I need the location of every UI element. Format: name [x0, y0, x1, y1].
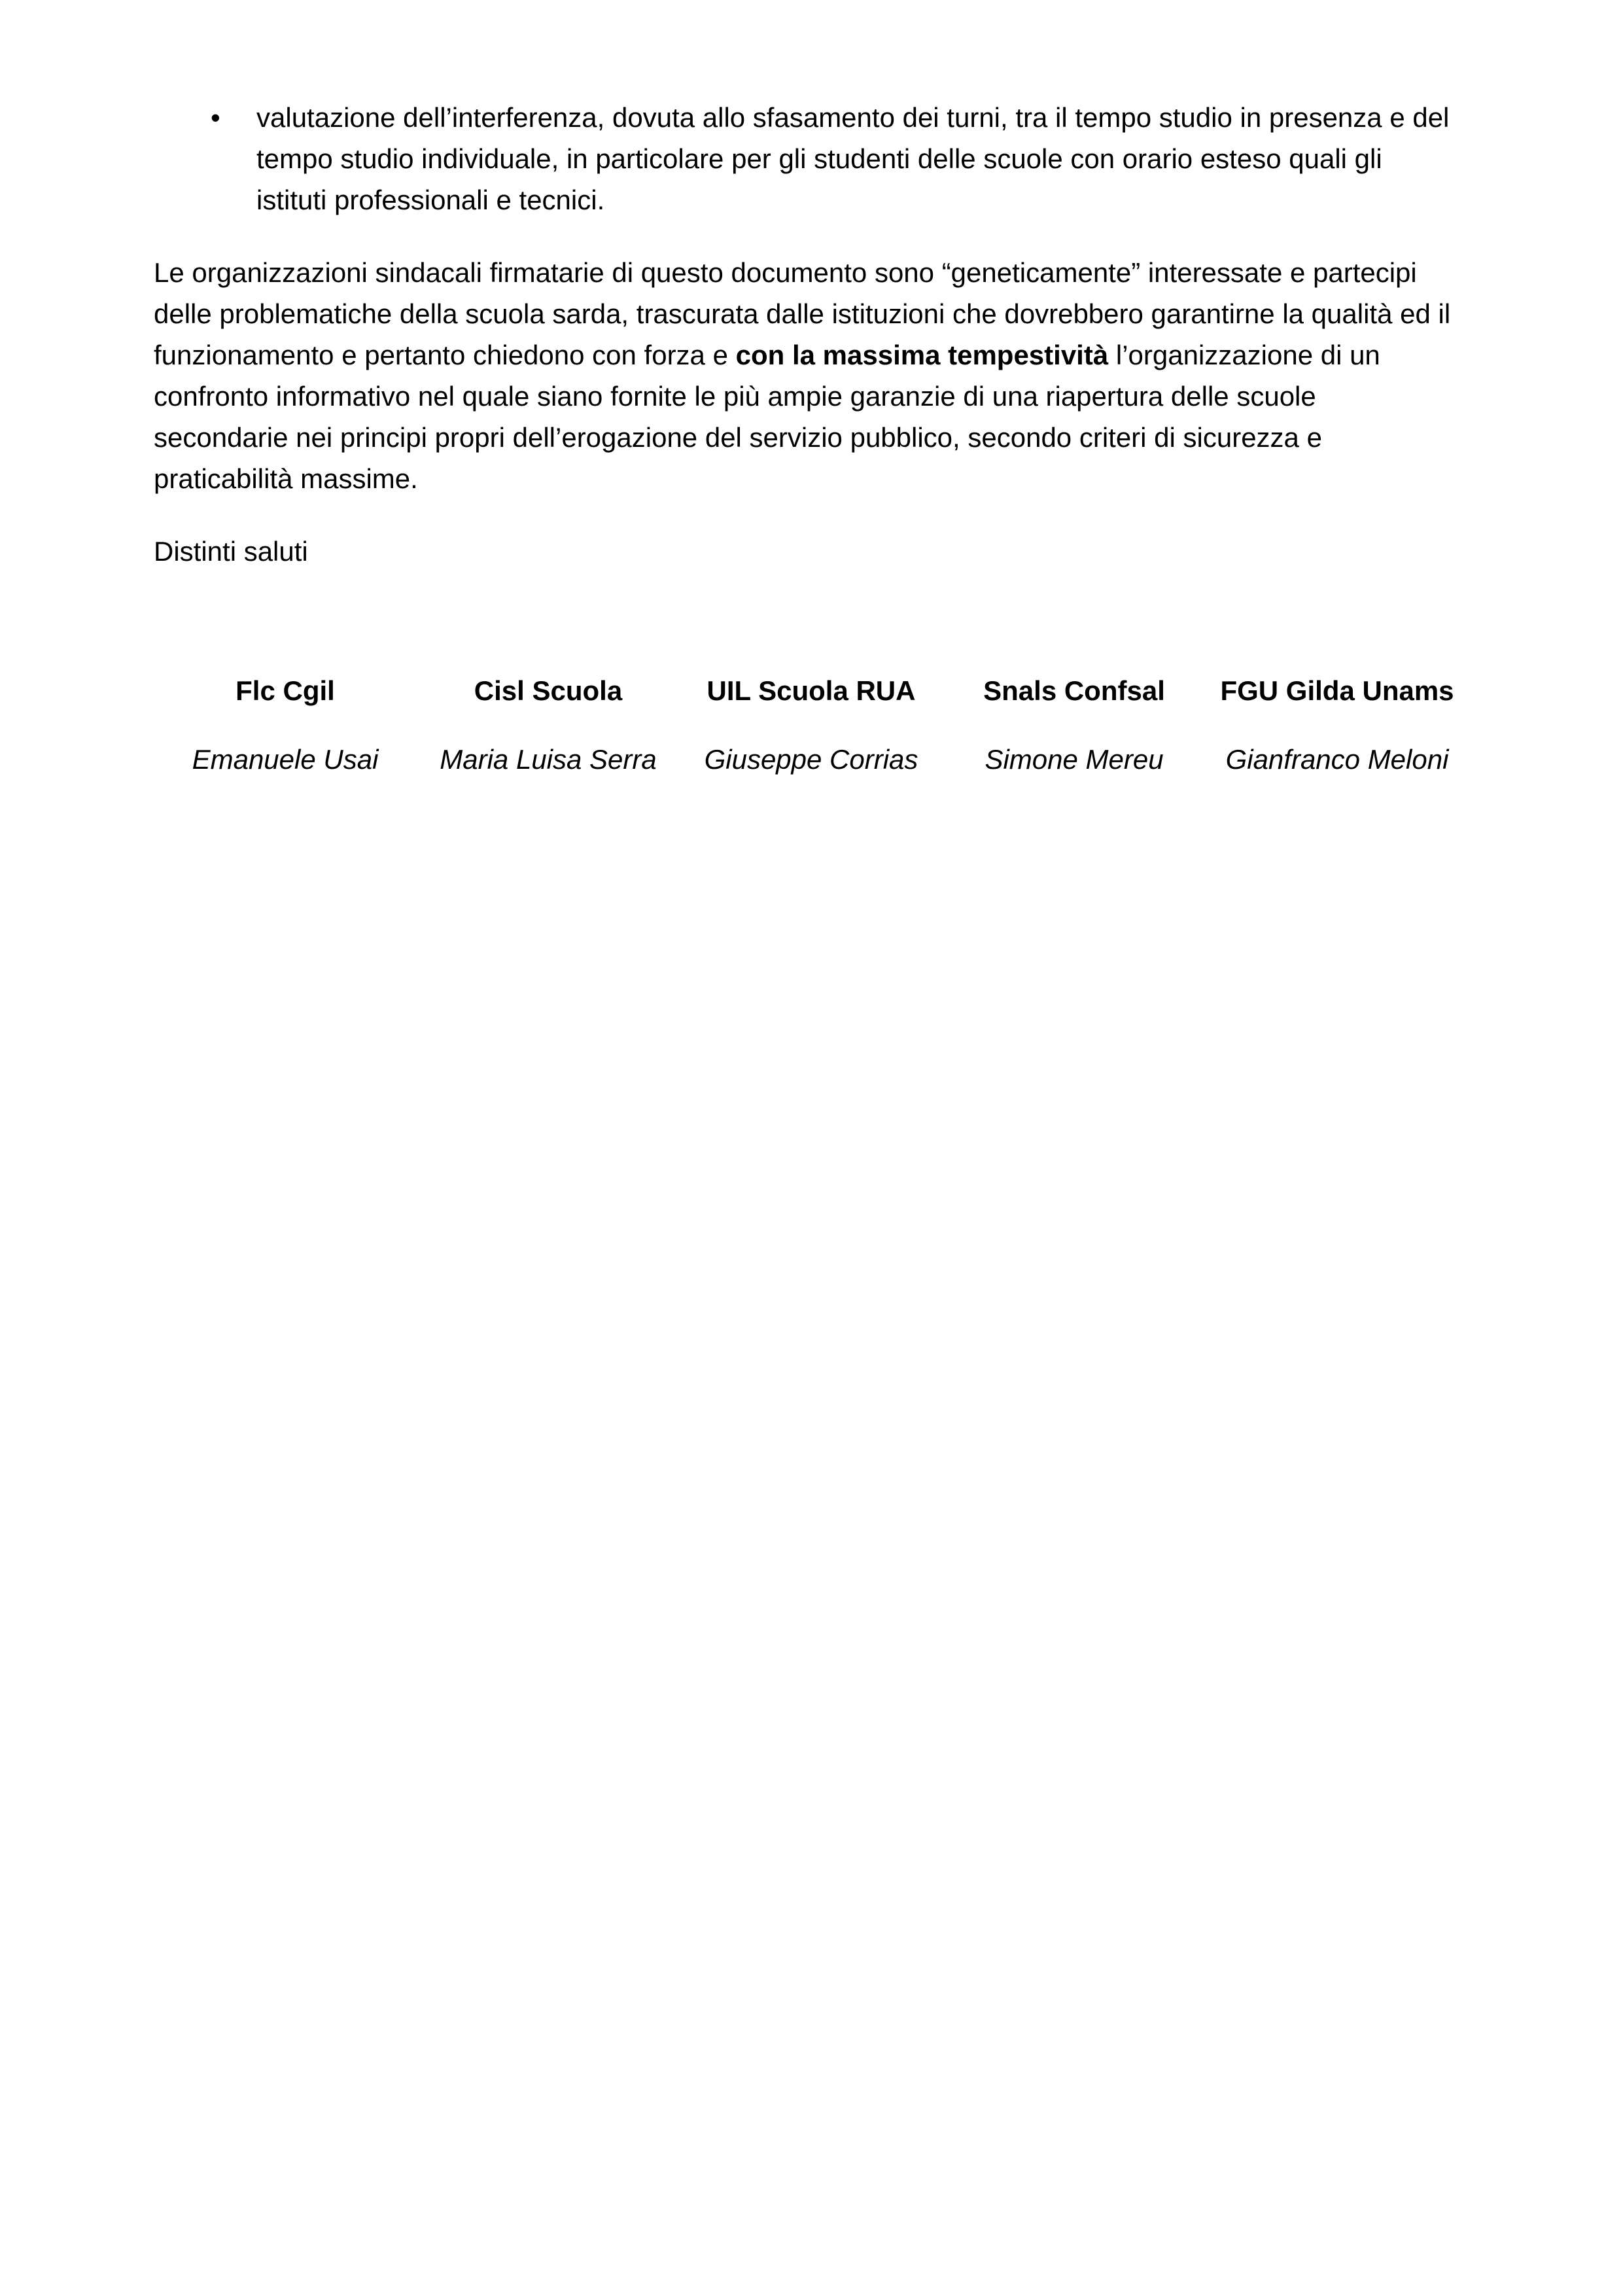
signature-name: Gianfranco Meloni — [1225, 744, 1449, 775]
signature-name: Maria Luisa Serra — [440, 744, 657, 775]
signature-name: Emanuele Usai — [192, 744, 379, 775]
paragraph-line: delle problematiche della scuola sarda, trascurata dalle istituzioni che dovrebbero garantirne la qualità ed il — [154, 298, 1451, 329]
paragraph-text: funzionamento e pertanto chiedono con forza e — [154, 340, 736, 370]
bold-phrase: con la massima tempestività — [735, 340, 1109, 370]
signature-org: UIL Scuola RUA — [707, 675, 916, 706]
signature-orgs-row — [154, 670, 1469, 711]
signature-org: Flc Cgil — [236, 675, 335, 706]
signature-name: Giuseppe Corrias — [704, 744, 918, 775]
paragraph-text: l’organizzazione di un — [1108, 340, 1380, 370]
bullet-line: istituti professionali e tecnici. — [256, 185, 605, 215]
signature-names-row — [154, 739, 1469, 780]
signature-org: Snals Confsal — [983, 675, 1165, 706]
bullet-text — [256, 97, 1469, 221]
paragraph-line: praticabilità massime. — [154, 463, 418, 494]
bullet-icon: • — [211, 102, 220, 133]
paragraph-line: Le organizzazioni sindacali firmatarie di questo documento sono “geneticamente” interessate e partecipi — [154, 257, 1417, 288]
signature-org: FGU Gilda Unams — [1220, 675, 1454, 706]
bullet-line: valutazione dell’interferenza, dovuta allo sfasamento dei turni, tra il tempo studio in presenza e del — [256, 102, 1450, 133]
paragraph-line-with-bold — [154, 334, 1469, 376]
document-content — [154, 97, 1469, 780]
closing-salutation: Distinti saluti — [154, 536, 308, 567]
paragraph-line: secondarie nei principi propri dell’erogazione del servizio pubblico, secondo criteri di sicurezza e — [154, 422, 1322, 453]
paragraph-line: confronto informativo nel quale siano fornite le più ampie garanzie di una riapertura delle scuole — [154, 381, 1316, 412]
signature-org: Cisl Scuola — [474, 675, 623, 706]
signature-name: Simone Mereu — [985, 744, 1164, 775]
bullet-line: tempo studio individuale, in particolare per gli studenti delle scuole con orario esteso quali gli — [256, 143, 1382, 174]
bullet-item — [154, 97, 1469, 221]
main-paragraph — [154, 252, 1469, 499]
